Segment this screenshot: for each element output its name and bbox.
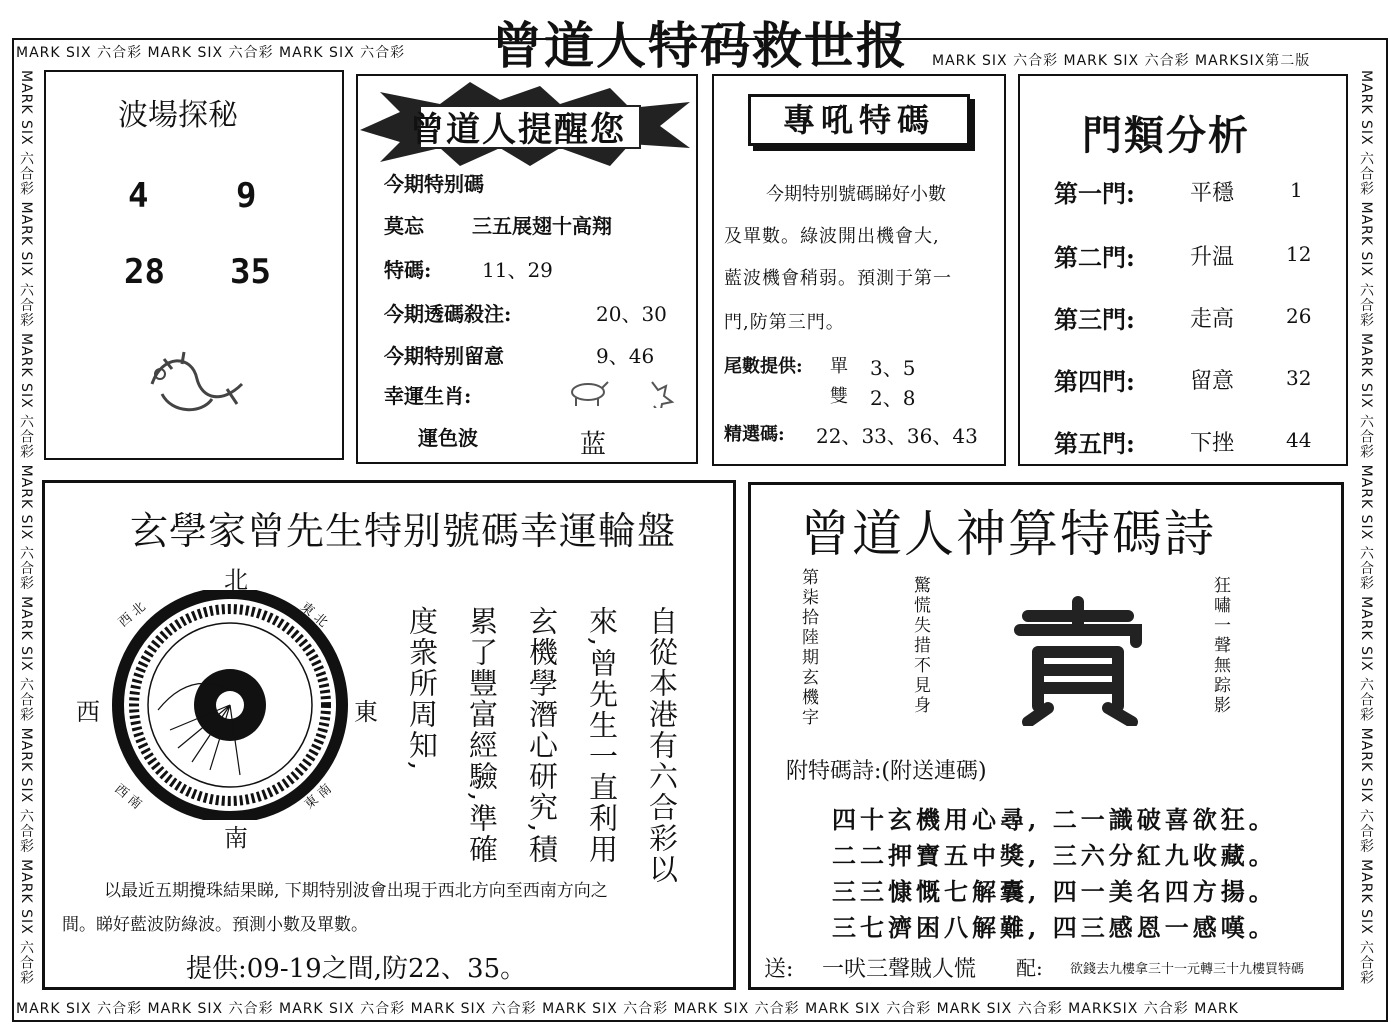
dragon-icon <box>142 344 252 424</box>
poem-line: 三三慷慨七解囊, 四一美名四方揚。 <box>832 877 1277 906</box>
wave-title: 波場探秘 <box>118 98 238 133</box>
special-select-value: 22、33、36、43 <box>816 424 978 448</box>
wheel-text-col: 自從本港有六合彩以 <box>645 606 679 885</box>
gate-number: 44 <box>1286 428 1312 452</box>
reminder-banner: 曾道人提醒您 <box>410 110 626 150</box>
gate-word: 平穩 <box>1190 181 1235 206</box>
special-text-line: 藍波機會稍弱。預測于第一 <box>724 268 952 289</box>
special-title: 專吼特碼 <box>782 101 935 139</box>
reminder-dont-forget-label: 莫忘 <box>384 214 424 238</box>
border-band-top-left: MARK SIX 六合彩 MARK SIX 六合彩 MARK SIX 六合彩 <box>16 45 406 61</box>
special-text-line: 及單數。綠波開出機會大, <box>724 226 940 247</box>
wheel-dir-s: 南 <box>224 824 248 852</box>
calligraphy-seal-icon <box>1008 596 1148 726</box>
page-title: 曾道人特码救世报 <box>492 16 908 75</box>
reminder-color-value: 蓝 <box>580 430 607 460</box>
wheel-text-col: 來,曾先生一直利用 <box>585 606 619 866</box>
wheel-dir-sw: 西 南 <box>111 781 145 813</box>
gate-number: 12 <box>1286 242 1312 266</box>
gate-label: 第三門: <box>1054 305 1135 334</box>
gate-label: 第二門: <box>1054 243 1135 272</box>
wheel-text-col: 累了豐富經驗,準確 <box>465 606 499 866</box>
special-tail-double: 2、8 <box>870 386 916 410</box>
reminder-attention-label: 今期特别留意 <box>384 344 504 368</box>
gate-label: 第五門: <box>1054 429 1135 458</box>
gate-word: 走高 <box>1190 307 1235 332</box>
reminder-bet-value: 20、30 <box>596 302 667 326</box>
poem-send-value: 一吠三聲賊人慌 <box>822 957 977 982</box>
wheel-note-line: 以最近五期攪珠結果睇, 下期特别波會出現于西北方向至西南方向之 <box>104 881 608 901</box>
wheel-note-line: 間。睇好藍波防綠波。預測小數及單數。 <box>62 915 368 935</box>
wave-number: 35 <box>230 252 271 292</box>
border-band-top-right: MARK SIX 六合彩 MARK SIX 六合彩 MARKSIX第二版 <box>932 53 1311 69</box>
wave-number: 28 <box>124 252 165 292</box>
wave-number: 4 <box>128 176 149 216</box>
wheel-title: 玄學家曾先生特别號碼幸運輪盤 <box>130 509 677 553</box>
special-text-line: 今期特别號碼睇好小數 <box>766 184 946 205</box>
poem-line: 二二押寶五中獎, 三六分紅九收藏。 <box>832 841 1277 870</box>
wheel-provide: 提供:09-19之間,防22、35。 <box>186 954 527 984</box>
gate-word: 升温 <box>1190 245 1235 270</box>
special-select-label: 精選碼: <box>724 424 785 445</box>
gate-word: 留意 <box>1190 369 1235 394</box>
special-tail-double-label: 雙 <box>830 386 848 407</box>
gate-number: 26 <box>1286 304 1312 328</box>
special-tail-single: 3、5 <box>870 356 916 380</box>
special-text-line: 門,防第三門。 <box>724 312 845 333</box>
poem-side-text: 驚慌失措不見身 <box>910 576 930 716</box>
poem-attach: 附特碼詩:(附送連碼) <box>786 759 987 784</box>
reminder-special-code-value: 11、29 <box>482 258 553 282</box>
border-band-left: MARK SIX 六合彩 MARK SIX 六合彩 MARK SIX 六合彩 MARK SIX 六合彩 MARK SIX 六合彩 MARK SIX 六合彩 MARK SIX 六合彩 <box>18 70 34 986</box>
poem-side-text: 第柒拾陸期玄機字 <box>798 568 818 728</box>
wheel-dir-e: 東 <box>354 698 378 726</box>
gates-title: 門類分析 <box>1082 112 1250 159</box>
gate-number: 32 <box>1286 366 1312 390</box>
border-band-right: MARK SIX 六合彩 MARK SIX 六合彩 MARK SIX 六合彩 MARK SIX 六合彩 MARK SIX 六合彩 MARK SIX 六合彩 MARK SIX 六合彩 <box>1358 70 1374 986</box>
special-title-box <box>748 94 970 146</box>
poem-side-text: 狂嘯一聲無踪影 <box>1210 576 1230 716</box>
reminder-zodiac-label: 幸運生肖: <box>384 384 472 408</box>
wheel-dir-nw: 西 北 <box>115 599 149 631</box>
poem-pair-value: 欲錢去九樓拿三十一元轉三十九樓買特碼 <box>1070 962 1305 977</box>
wheel-dir-n: 北 <box>224 566 248 594</box>
wheel-dir-se: 東 南 <box>301 781 335 813</box>
gate-number: 1 <box>1290 178 1303 202</box>
reminder-bet-label: 今期透碼殺注: <box>384 302 512 326</box>
border-band-bottom: MARK SIX 六合彩 MARK SIX 六合彩 MARK SIX 六合彩 MARK SIX 六合彩 MARK SIX 六合彩 MARK SIX 六合彩 MARK SIX 六合彩 MARK SIX 六合彩 MARKSIX 六合彩 MARK <box>16 1001 1239 1017</box>
poem-send-label: 送: <box>764 957 794 982</box>
wave-panel <box>44 70 344 460</box>
poem-line: 四十玄機用心尋, 二一識破喜欲狂。 <box>832 805 1277 834</box>
reminder-dont-forget-value: 三五展翅十高翔 <box>472 214 612 238</box>
gate-word: 下挫 <box>1190 431 1235 456</box>
wheel-dir-w: 西 <box>76 698 100 726</box>
gate-label: 第一門: <box>1054 179 1135 208</box>
special-tail-single-label: 單 <box>830 356 848 377</box>
zodiac-animals-icon <box>566 378 686 408</box>
poem-line: 三七濟困八解難, 四三感恩一感嘆。 <box>832 913 1277 942</box>
wheel-text-col: 度衆所周知, <box>405 606 439 773</box>
poem-title: 曾道人神算特碼詩 <box>800 505 1216 563</box>
special-tail-label: 尾數提供: <box>724 356 803 377</box>
wheel-text-col: 玄機學潛心研究,積 <box>525 606 559 866</box>
gate-label: 第四門: <box>1054 367 1135 396</box>
wheel-dir-ne: 東 北 <box>297 599 331 631</box>
poem-pair-label: 配: <box>1016 956 1043 980</box>
reminder-attention-value: 9、46 <box>596 344 655 368</box>
reminder-special-code-label: 特碼: <box>384 258 432 282</box>
reminder-color-label: 運色波 <box>418 426 478 450</box>
wave-number: 9 <box>236 176 257 216</box>
reminder-special-label: 今期特别碼 <box>384 172 484 196</box>
